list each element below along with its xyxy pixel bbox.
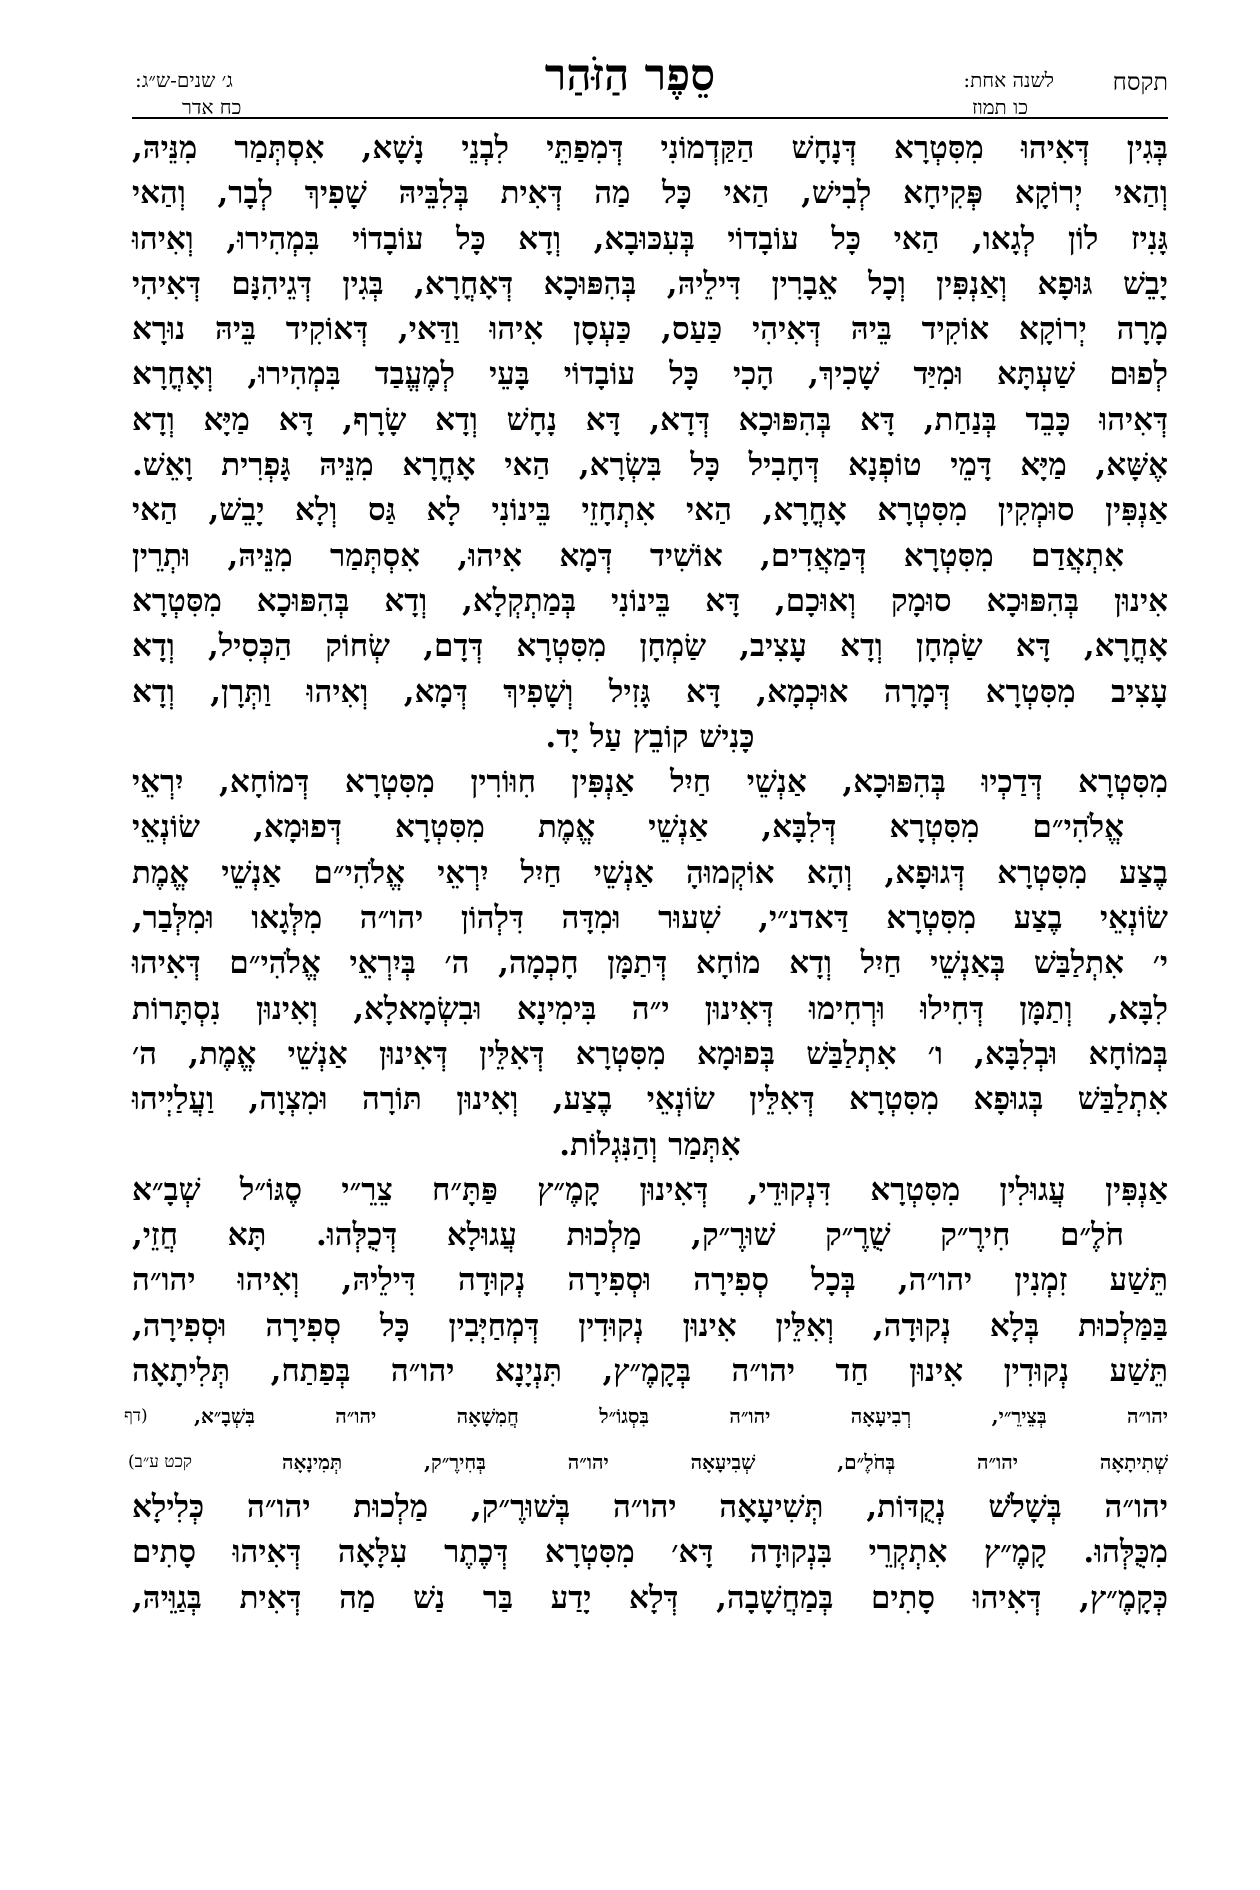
text-line: יהו״ה בְּשָׁלֹשׁ נְקֻדּוֹת, תְּשִׁיעָאָה יהו״ה בְּשׁוּרֶ״ק, מַלְכוּת יהו״ה כְּלִילָא [132, 1488, 1168, 1525]
text-line: כְּקָמֶ״ץ, דְּאִיהוּ סָתִים בְּמַחֲשָׁבָה, דְּלָא יָדַע בַּר נַשׁ מַה דְּאִית בְּגַוֵּיהּ, [132, 1579, 1168, 1616]
text-line: מָרָה יְרוֹקָא אוֹקִיד בֵּיהּ דְּאִיהִי כַּעַס, כַּעְסָן אִיהוּ וַדַּאי, דְּאוֹקִיד בֵּיהּ נוּרָא [132, 311, 1168, 348]
text-line: חֹלֶ״ם חִירֶ״ק שֻׁרֶ״ק שׁוּרֶ״ק, מַלְכוּת עֲגוּלָא דְּכֻלְּהוּ. תָּא חֲזֵי, [132, 1217, 1124, 1254]
text-line: אַנְפִּין סוּמְקִין מִסִּטְרָא אָחֳרָא, הַאי אִתְחָזֵי בֵּינוֹנִי לָא גַּס וְלָא יָבֵשׁ, הַאי [132, 492, 1168, 529]
text-line-with-note [128, 1440, 1168, 1485]
book-title: סֵפֶר הַזֹּהַר [544, 50, 716, 101]
text-line: שְׁתִיתָאָה יהו״ה בְּחֹלֶ״ם, שְׁבִיעָאָה יהו״ה בְּחִירֶ״ק, תְּמִינָאָה [282, 1449, 1168, 1474]
text-line: יהו״ה בְּצֵירֵ״י, רְבִיעָאָה יהו״ה בִּסְגוֹ״ל חֲמִשָׁאָה יהו״ה בִּשְׁבָ״א, [194, 1404, 1168, 1429]
text-line: לְפוּם שַׁעְתָּא וּמִיַּד שָׁכִיךְ, הָכִי כָּל עוֹבָדוֹי בָּעֵי לְמֶעֱבַד בִּמְהִירוּ, וְאָחֳרָא [132, 356, 1168, 393]
text-line: דְּאִיהוּ כָּבֵד בְּנַחַת, דָּא בְּהִפּוּכָא דְּדָא, דָּא נָחָשׁ וְדָא שָׂרָף, דָּא מַיָּא וְדָא [132, 401, 1168, 438]
text-line: מִסִּטְרָא דְּדַכְיוּ בְּהִפּוּכָא, אַנְשֵׁי חַיִל אַנְפִּין חִוּוֹרִין מִסִּטְרָא דְּמוֹחָא, יִרְאֵי [132, 764, 1168, 801]
schedule-three-years-date: כח אדר [182, 95, 242, 119]
page-reference-note: קכט ע״ב) [128, 1451, 192, 1472]
text-line: אֱלֹהִי״ם מִסִּטְרָא דְּלִבָּא, אַנְשֵׁי אֱמֶת מִסִּטְרָא דְּפוּמָא, שׂוֹנְאֵי [132, 809, 1124, 846]
text-line: אִתְלַבַּשׁ בְּגוּפָא מִסִּטְרָא דְּאִלֵּין שׂוֹנְאֵי בֶצַע, וְאִינוּן תּוֹרָה וּמִצְוָה, וַעֲלַיְיהוּ [132, 1081, 1168, 1118]
text-line: בַּמַּלְכוּת בְּלָא נְקוּדָה, וְאִלֵּין אִינוּן נְקוּדִין דְּמְחַיְּבִין כָּל סְפִירָה וּסְפִירָה, [132, 1307, 1169, 1344]
schedule-one-year: לשנה אחת: [963, 68, 1054, 92]
text-line: גָּנִיז לוֹן לְגָאו, הַאי כָּל עוֹבָדוֹי בְּעִכּוּבָא, וְדָא כָּל עוֹבָדוֹי בִּמְהִירוּ, וְאִיהוּ [132, 220, 1168, 257]
text-line: וְהַאי יְרוֹקָא פְּקִיחָא לְבִישׁ, הַאי כָּל מַה דְּאִית בְּלִבֵּיהּ שָׁפִיךְ לְבָר, וְהַאי [132, 175, 1168, 212]
text-line-with-note [124, 1394, 1168, 1439]
text-body [124, 126, 1169, 1621]
text-line: י׳ אִתְלַבַּשׁ בְּאַנְשֵׁי חַיִל וְדָא מוֹחָא דְּתַמָּן חָכְמָה, ה׳ בְּיִרְאֵי אֱלֹהִי״ם דְּאִיהוּ [132, 945, 1168, 982]
header-divider [132, 117, 1168, 119]
text-line: לִבָּא, וְתַמָּן דְּחִילוּ וּרְחִימוּ דְּאִינוּן י״ה בִּימִינָא וּבִשְׂמָאלָא, וְאִינוּן נִסְתָּרוֹת [132, 990, 1168, 1027]
text-line: אִתְאֲדַם מִסִּטְרָא דְּמַאֲדִים, אוֹשִׁיד דְּמָא אִיהוּ, אִסְתְּמַר מִנֵּיהּ, וּתְרֵין [132, 537, 1124, 574]
text-line: תֵּשַׁע נְקוּדִין אִינוּן חַד יהו״ה בְּקָמֶ״ץ, תִּנְיָנָא יהו״ה בְּפַתַח, תְּלִיתָאָה [132, 1353, 1168, 1390]
text-line: תֵּשַׁע זִמְנִין יהו״ה, בְּכָל סְפִירָה וּסְפִירָה נְקוּדָה דִּילֵיהּ, וְאִיהוּ יהו״ה [132, 1262, 1168, 1299]
schedule-one-year-date: כו תמוז [972, 95, 1028, 119]
page-reference-note: (דף [124, 1406, 148, 1427]
text-line: שׂוֹנְאֵי בֶצַע מִסִּטְרָא דַּאדנ״י, שִׁעוּר וּמִדָּה דִּלְהוֹן יהו״ה מִלְּגָאו וּמִלְּבַר, [132, 900, 1168, 937]
text-line: אַנְפִּין עֲגוּלִין מִסִּטְרָא דִּנְקוּדֵי, דְּאִינוּן קָמֶ״ץ פַּתָּ״ח צֵרֵ״י סֶגּוֹ״ל שְׁבָ״א [132, 1171, 1168, 1208]
text-line: מִכֻּלְּהוּ. קָמֶ״ץ אִתְקְרֵי בִּנְקוּדָה דָּא׳ מִסִּטְרָא דְּכֶתֶר עִלָּאָה דְּאִיהוּ סָתִים [132, 1534, 1168, 1571]
text-line: אָחֳרָא, דָּא שַׂמְחָן וְדָא עָצִיב, שַׂמְחָן מִסִּטְרָא דְּדָם, שְׂחוֹק הַכְּסִיל, וְדָא [132, 628, 1168, 665]
section-label: תקסח [1112, 68, 1168, 96]
text-line: יָבֵשׁ גּוּפָא וְאַנְפִּין וְכָל אֵבָרִין דִּילֵיהּ, בְּהִפּוּכָא דְּאָחֳרָא, בְּגִין דְּגֵיהִנָּם דְּאִיהִי [132, 265, 1168, 302]
text-line: אֶשָּׁא, מַיָּא דָּמֵי טוֹפְנָא דְּחָבִיל כָּל בִּשְׂרָא, הַאי אָחֳרָא מִנֵּיהּ גָּפְרִית וָאֵשׁ. [132, 447, 1168, 484]
text-line: כָּנִישׁ קוֹבֵץ עַל יָד. [545, 718, 755, 755]
text-line: בְּמוֹחָא וּבְלִבָּא, ו׳ אִתְלַבַּשׁ בְּפוּמָא מִסִּטְרָא דְּאִלֵּין דְּאִינוּן אַנְשֵׁי אֱמֶת, ה׳ [132, 1035, 1168, 1072]
text-line: בֶצַע מִסִּטְרָא דְּגוּפָא, וְהָא אוֹקְמוּהָ אַנְשֵׁי חַיִל יִרְאֵי אֱלֹהִי״ם אַנְשֵׁי אֱמֶת [132, 854, 1168, 891]
text-line: עָצִיב מִסִּטְרָא דְּמָרָה אוּכְמָא, דָּא גָּזִיל וְשָׁפִיךְ דְּמָא, וְאִיהוּ וַתְּרָן, וְדָא [132, 673, 1168, 710]
text-line: אִתְּמַר וְהַנִּגְלוֹת. [559, 1126, 741, 1163]
page-header [0, 0, 1260, 118]
text-line: אִינוּן בְּהִפּוּכָא סוּמָק וְאוּכָם, דָּא בֵּינוֹנִי בְּמַתְקְלָא, וְדָא בְּהִפּוּכָא מִסִּטְרָא [132, 582, 1168, 619]
text-line: בְּגִין דְּאִיהוּ מִסִּטְרָא דְּנָחָשׁ הַקַּדְמוֹנִי דְּמִפַתֵּי לִבְנֵי נָשָׁא, אִסְתְּמַר מִנֵּיהּ, [132, 130, 1168, 166]
schedule-three-years: ג׳ שנים-ש״ג: [135, 68, 233, 92]
